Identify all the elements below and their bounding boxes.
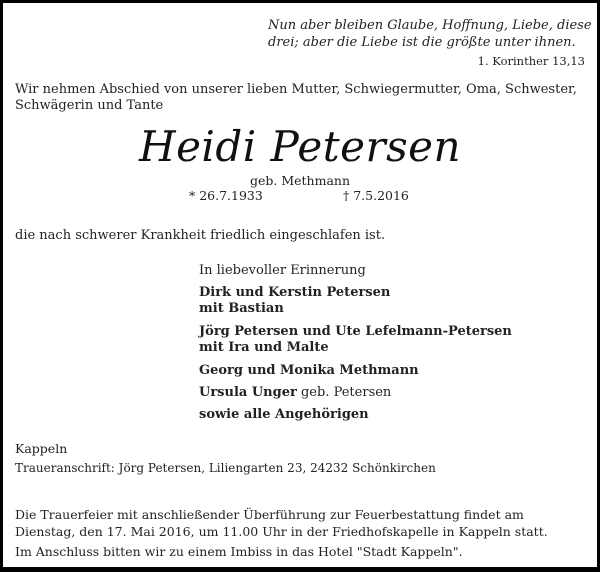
mourner-line: Georg und Monika Methmann [199,363,419,378]
service-line-2: Dienstag, den 17. Mai 2016, um 11.00 Uhr in der Friedhofskapelle in Kappeln statt. [15,524,548,539]
deceased-name: Heidi Petersen [138,122,462,171]
mourner-maiden-name: geb. Petersen [296,385,392,400]
birth-date: * 26.7.1933 [189,188,263,203]
mourner-line: Ursula Unger [199,385,297,400]
intro-line-2: Schwägerin und Tante [15,98,164,113]
maiden-name: geb. Methmann [249,173,351,188]
intro-line-1: Wir nehmen Abschied von unserer lieben Mutter, Schwiegermutter, Oma, Schwester, [15,82,577,97]
mourner-entry [199,385,391,401]
service-line-1: Die Trauerfeier mit anschließender Überführung zur Feuerbestattung findet am [15,507,524,522]
passed-text: die nach schwerer Krankheit friedlich eingeschlafen ist. [15,228,386,243]
mourner-entry [199,363,419,379]
verse-reference: 1. Korinther 13,13 [477,54,585,68]
mourner-line: Dirk und Kerstin Petersen [199,285,391,300]
place: Kappeln [15,441,68,456]
service-info [15,506,548,540]
obituary-notice [3,3,597,567]
reception-info: Im Anschluss bitten wir zu einem Imbiss in das Hotel "Stadt Kappeln". [15,544,463,559]
mourner-line: Jörg Petersen und Ute Lefelmann-Petersen [199,324,512,339]
mourner-entry [199,407,369,423]
mourners-heading: In liebevoller Erinnerung [199,263,366,278]
verse-line-2: drei; aber die Liebe ist die größte unter ihnen. [268,35,576,50]
mourning-address: Traueranschrift: Jörg Petersen, Liliengarten 23, 24232 Schönkirchen [15,461,436,475]
intro-text [15,82,577,114]
mourner-line: mit Bastian [199,301,284,316]
mourner-line: mit Ira und Malte [199,340,329,355]
verse-line-1: Nun aber bleiben Glaube, Hoffnung, Liebe, diese [268,18,592,33]
bible-verse [268,17,592,51]
mourner-entry [199,285,390,317]
mourner-line: sowie alle Angehörigen [199,407,369,422]
death-date: † 7.5.2016 [343,188,409,203]
mourner-entry [199,324,512,356]
